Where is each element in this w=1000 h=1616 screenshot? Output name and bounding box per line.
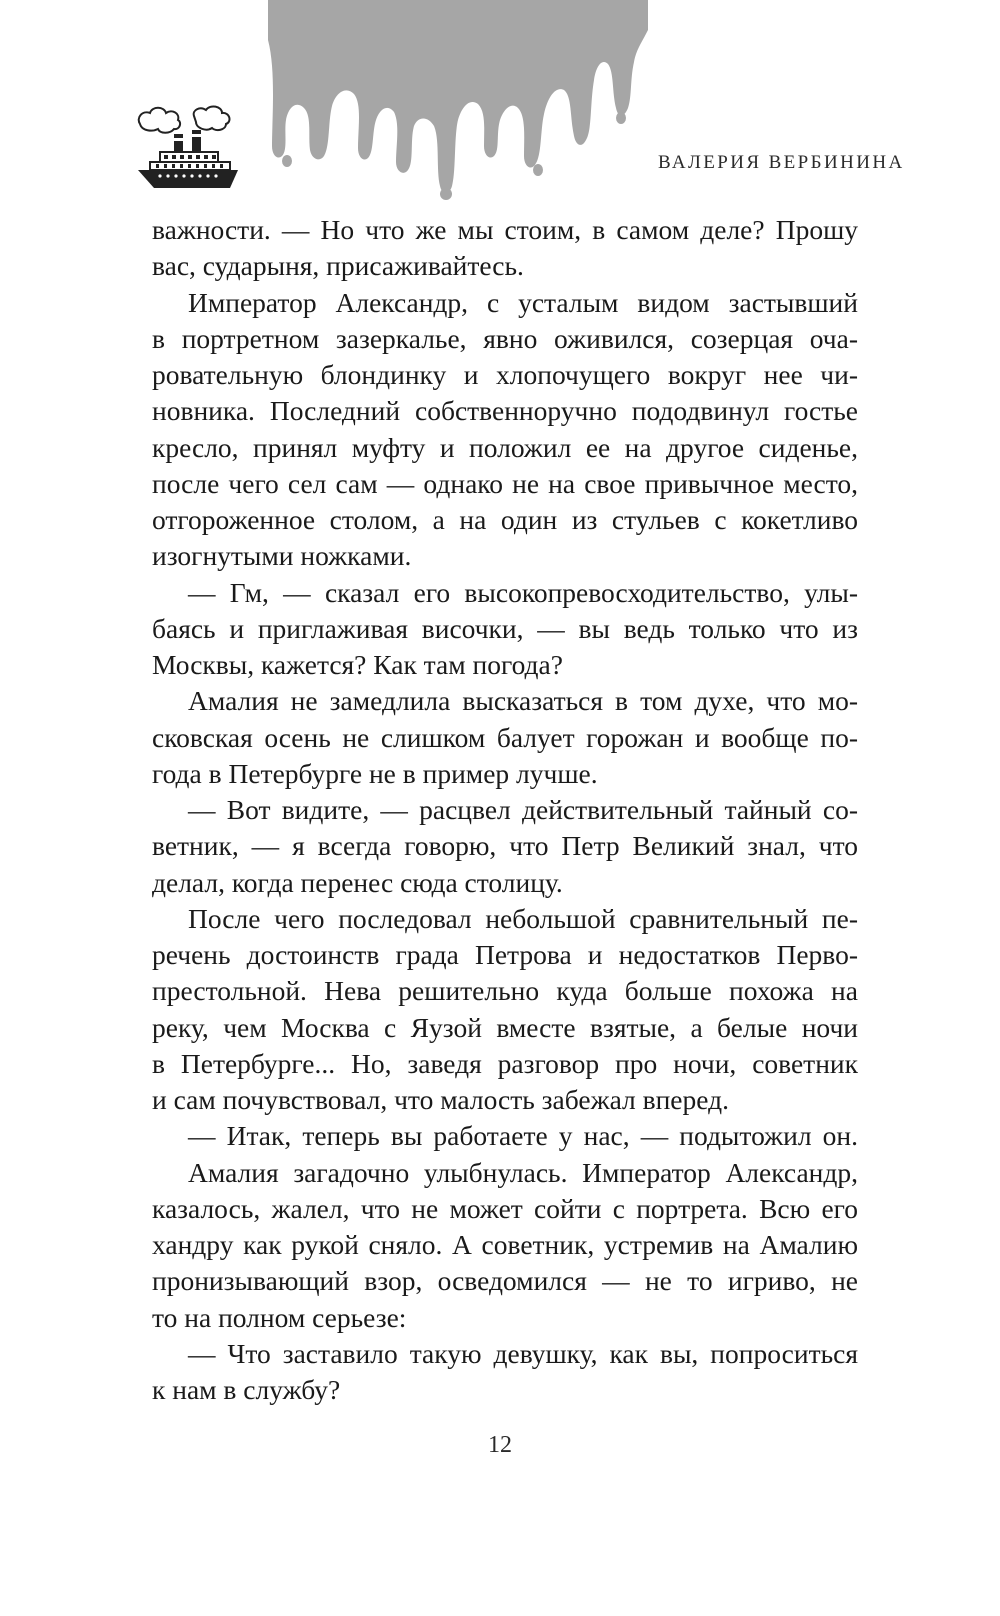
- ink-drip-icon: [268, 0, 648, 200]
- text-line: казалось, жалел, что не может сойти с портрета. Всю его: [152, 1192, 858, 1224]
- text-line: Амалия не замедлила высказаться в том духе, что мо-: [188, 685, 858, 717]
- body-text: [152, 212, 858, 1408]
- text-line: ветник, — я всегда говорю, что Петр Великий знал, что: [152, 830, 858, 862]
- text-line: Москвы, кажется? Как там погода?: [152, 649, 563, 680]
- text-line: новника. Последний собственноручно пододвинул гостье: [152, 395, 858, 427]
- text-line: кресло, принял муфту и положил ее на другое сиденье,: [152, 431, 858, 463]
- text-line: в Петербурге... Но, заведя разговор про ночи, советник: [152, 1047, 858, 1079]
- text-line: баясь и приглаживая височки, — вы ведь только что из: [152, 612, 858, 644]
- text-line: к нам в службу?: [152, 1374, 341, 1405]
- page-number: 12: [488, 1432, 512, 1458]
- text-line: отгороженное столом, а на один из стульев с кокетливо: [152, 504, 858, 535]
- text-line: Амалия загадочно улыбнулась. Император Александр,: [188, 1156, 858, 1188]
- text-line: в портретном зазеркалье, явно оживился, созерцая оча-: [152, 322, 858, 354]
- text-line: реку, чем Москва с Яузой вместе взятые, а белые ночи: [152, 1011, 858, 1043]
- text-line: речень достоинств града Петрова и недостатков Перво-: [152, 939, 858, 970]
- text-line: важности. — Но что же мы стоим, в самом деле? Прошу: [152, 214, 858, 245]
- text-line: — Гм, — сказал его высокопревосходительство, улы-: [188, 576, 858, 608]
- text-line: пронизывающий взор, осведомился — не то игриво, не: [152, 1265, 858, 1297]
- text-line: — Вот видите, — расцвел действительный тайный со-: [188, 794, 858, 825]
- text-line: После чего последовал небольшой сравнительный пе-: [188, 902, 858, 934]
- text-line: престольной. Нева решительно куда больше похожа на: [152, 975, 858, 1007]
- text-line: и сам почувствовал, что малость забежал вперед.: [152, 1084, 729, 1115]
- text-line: после чего сел сам — однако не на свое привычное место,: [152, 467, 858, 499]
- steamship-icon: [134, 104, 242, 196]
- running-head-author: ВАЛЕРИЯ ВЕРБИНИНА: [658, 152, 905, 173]
- text-line: вас, сударыня, присаживайтесь.: [152, 250, 524, 282]
- text-line: делал, когда перенес сюда столицу.: [152, 866, 563, 898]
- text-line: — Что заставило такую девушку, как вы, попроситься: [188, 1337, 858, 1369]
- text-line: Император Александр, с усталым видом застывший: [188, 286, 858, 318]
- text-line: сковская осень не слишком балует горожан и вообще по-: [152, 721, 858, 753]
- text-line: года в Петербурге не в пример лучше.: [152, 757, 598, 789]
- text-line: — Итак, теперь вы работаете у нас, — подытожил он.: [188, 1120, 858, 1152]
- text-line: хандру как рукой сняло. А советник, устремив на Амалию: [152, 1229, 858, 1260]
- text-line: ровательную блондинку и хлопочущего вокруг нее чи-: [152, 359, 858, 390]
- text-line: то на полном серьезе:: [152, 1301, 407, 1333]
- text-line: изогнутыми ножками.: [152, 540, 412, 572]
